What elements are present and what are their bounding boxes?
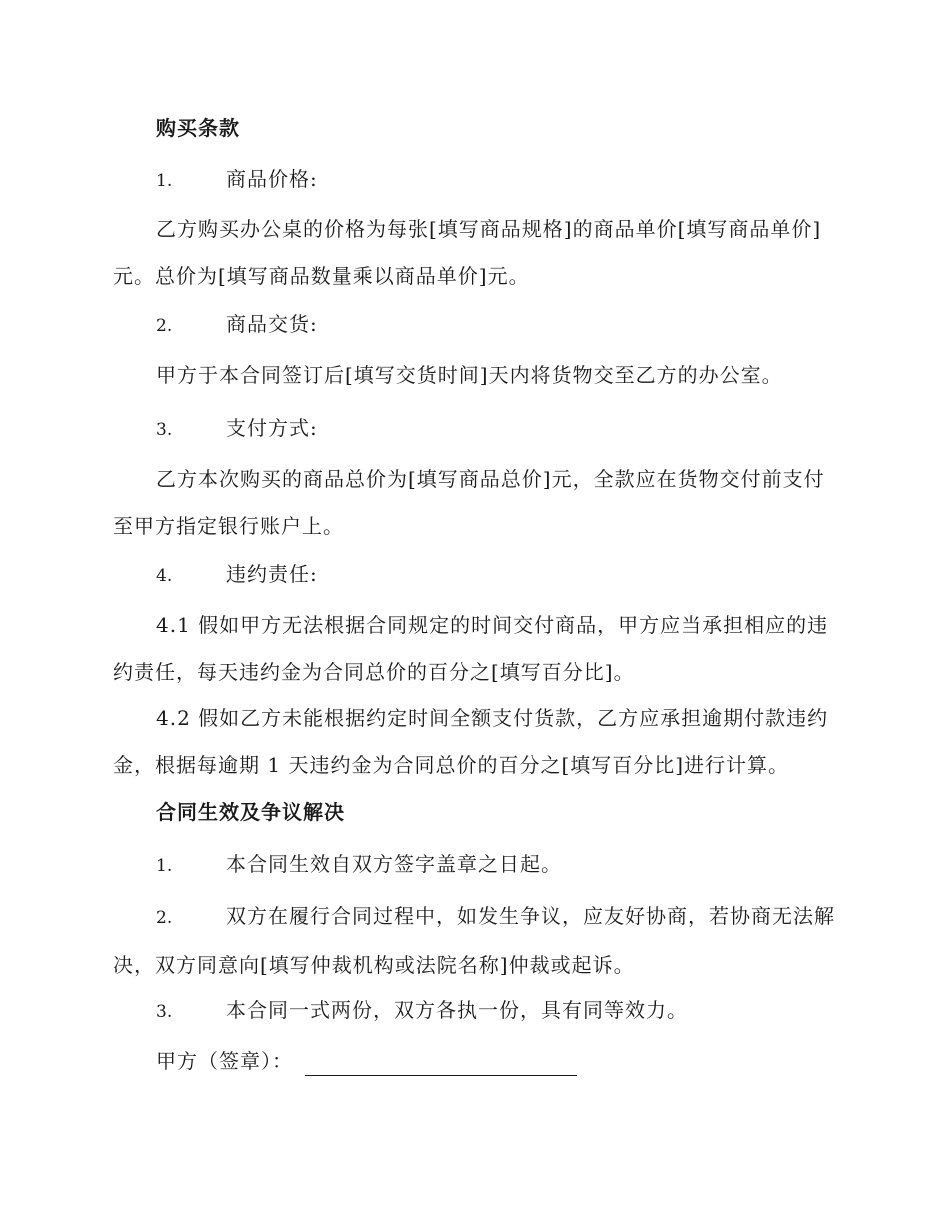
clause-number: 4. (156, 566, 173, 586)
clause-payment-body: 乙方本次购买的商品总价为[填写商品总价]元，全款应在货物交付前支付至甲方指定银行账户上。 (113, 467, 825, 538)
clause-dispute (113, 893, 838, 989)
clause-effective-date (156, 849, 838, 881)
clause-text: 双方在履行合同过程中，如发生争议，应友好协商，若协商无法解决，双方同意向[填写仲裁机构或法院名称]仲裁或起诉。 (113, 904, 835, 977)
clause-title: 支付方式: (226, 416, 318, 440)
clause-number: 3. (156, 420, 173, 440)
clause-liability-4-1: 4.1 假如甲方无法根据合同规定的时间交付商品，甲方应当承担相应的违约责任，每天违约金为合同总价的百分之[填写百分比]。 (113, 613, 829, 684)
clause-number: 2. (156, 316, 173, 336)
clause-liability-4-2: 4.2 假如乙方未能根据约定时间全额支付货款，乙方应承担逾期付款违约金，根据每逾期 1 天违约金为合同总价的百分之[填写百分比]进行计算。 (113, 706, 829, 777)
clause-number: 3. (156, 1002, 173, 1022)
clause-title: 商品价格: (226, 167, 318, 191)
clause-price-title (156, 164, 838, 196)
clause-title: 商品交货: (226, 312, 318, 336)
clause-text: 本合同生效自双方签字盖章之日起。 (226, 852, 562, 876)
signature-label: 甲方（签章）： (156, 1049, 293, 1073)
signature-line[interactable] (305, 1053, 577, 1076)
clause-payment-title (156, 413, 838, 445)
clause-liability-title (156, 559, 838, 591)
clause-number: 1. (156, 171, 173, 191)
clause-delivery-body: 甲方于本合同签订后[填写交货时间]天内将货物交至乙方的办公室。 (156, 363, 783, 387)
section-heading-purchase-terms: 购买条款 (156, 116, 240, 140)
clause-number: 2. (156, 908, 173, 928)
clause-title: 违约责任: (226, 562, 318, 586)
section-heading-effectiveness: 合同生效及争议解决 (156, 800, 345, 824)
clause-price-body: 乙方购买办公桌的价格为每张[填写商品规格]的商品单价[填写商品单价]元。总价为[填写商品数量乘以商品单价]元。 (113, 217, 822, 288)
clause-text: 本合同一式两份，双方各执一份，具有同等效力。 (226, 998, 688, 1022)
clause-delivery-title (156, 309, 838, 341)
clause-copies (156, 995, 838, 1027)
clause-number: 1. (156, 856, 173, 876)
signature-party-a (156, 1046, 577, 1076)
